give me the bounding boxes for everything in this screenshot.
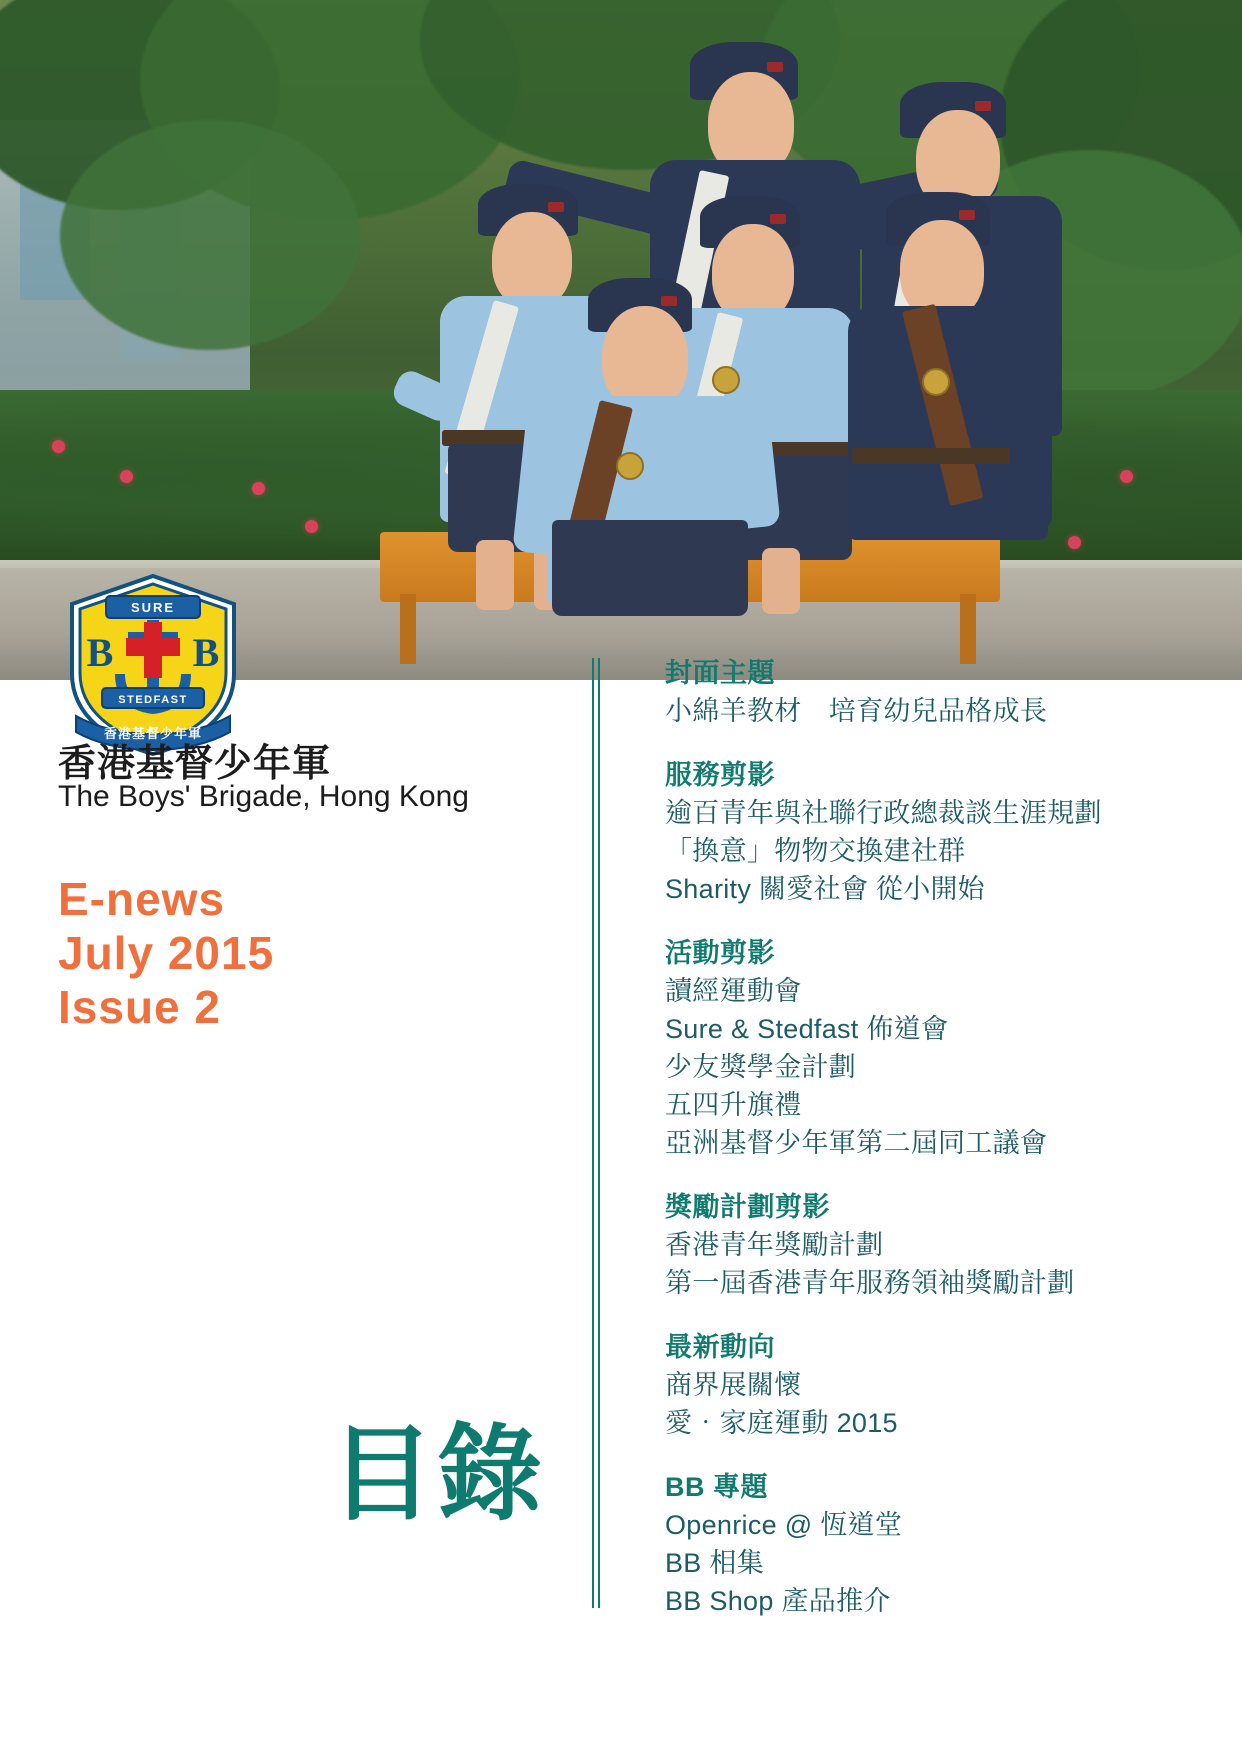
toc-item[interactable]: 「換意」物物交換建社群: [665, 836, 966, 866]
flower: [1068, 536, 1081, 549]
toc-group: [665, 756, 1205, 908]
toc-item[interactable]: BB 相集: [665, 1548, 765, 1578]
toc-item[interactable]: 逾百青年與社聯行政總裁談生涯規劃: [665, 798, 1102, 828]
flower: [52, 440, 65, 453]
toc-item[interactable]: 少友獎學金計劃: [665, 1052, 857, 1082]
toc-group-heading: 服務剪影: [665, 760, 775, 790]
toc-item[interactable]: 小綿羊教材 培育幼兒品格成長: [665, 696, 1048, 726]
toc-item[interactable]: 愛‧家庭運動 2015: [665, 1408, 898, 1438]
toc-group-heading: 最新動向: [665, 1332, 775, 1362]
toc-item[interactable]: 商界展關懷: [665, 1370, 802, 1400]
toc-group-heading: 獎勵計劃剪影: [665, 1192, 830, 1222]
svg-text:SURE: SURE: [130, 600, 176, 615]
svg-text:B: B: [86, 630, 114, 675]
organization-name-en: The Boys' Brigade, Hong Kong: [58, 780, 469, 813]
toc-group: [665, 934, 1205, 1162]
issue-number: Issue 2: [58, 981, 221, 1033]
toc-item[interactable]: Openrice @ 恆道堂: [665, 1510, 903, 1540]
toc-item[interactable]: Sharity 關愛社會 從小開始: [665, 874, 986, 904]
foliage-blob: [60, 120, 360, 350]
cover-lower-panel: [0, 600, 1242, 1755]
toc-item[interactable]: 五四升旗禮: [665, 1090, 802, 1120]
toc-group-heading: BB 專題: [665, 1472, 768, 1502]
toc-item[interactable]: Sure & Stedfast 佈道會: [665, 1014, 949, 1044]
issue-info: [58, 872, 274, 1034]
toc-group: [665, 654, 1205, 730]
toc-item[interactable]: 讀經運動會: [665, 976, 802, 1006]
toc-group: [665, 1188, 1205, 1302]
organization-name-zh: 香港基督少年軍: [58, 743, 332, 785]
flower: [120, 470, 133, 483]
toc-item[interactable]: 第一屆香港青年服務領袖獎勵計劃: [665, 1268, 1075, 1298]
svg-text:香港基督少年軍: 香港基督少年軍: [103, 726, 203, 741]
svg-text:STEDFAST: STEDFAST: [118, 694, 188, 706]
bench-leg: [400, 594, 416, 664]
svg-text:B: B: [192, 630, 220, 675]
flower: [1120, 470, 1133, 483]
publication-name: E-news: [58, 873, 226, 925]
vertical-divider: [592, 658, 600, 1608]
flower: [252, 482, 265, 495]
toc-item[interactable]: BB Shop 產品推介: [665, 1586, 891, 1616]
toc-item[interactable]: 亞洲基督少年軍第二屆同工議會: [665, 1128, 1048, 1158]
flower: [305, 520, 318, 533]
toc-group-heading: 封面主題: [665, 658, 775, 688]
toc-group: [665, 1468, 1205, 1620]
publication-date: July 2015: [58, 927, 275, 979]
toc-item[interactable]: 香港青年獎勵計劃: [665, 1230, 884, 1260]
table-of-contents: [665, 654, 1205, 1646]
toc-group-heading: 活動剪影: [665, 938, 775, 968]
toc-title: 目錄: [330, 1417, 547, 1533]
toc-group: [665, 1328, 1205, 1442]
